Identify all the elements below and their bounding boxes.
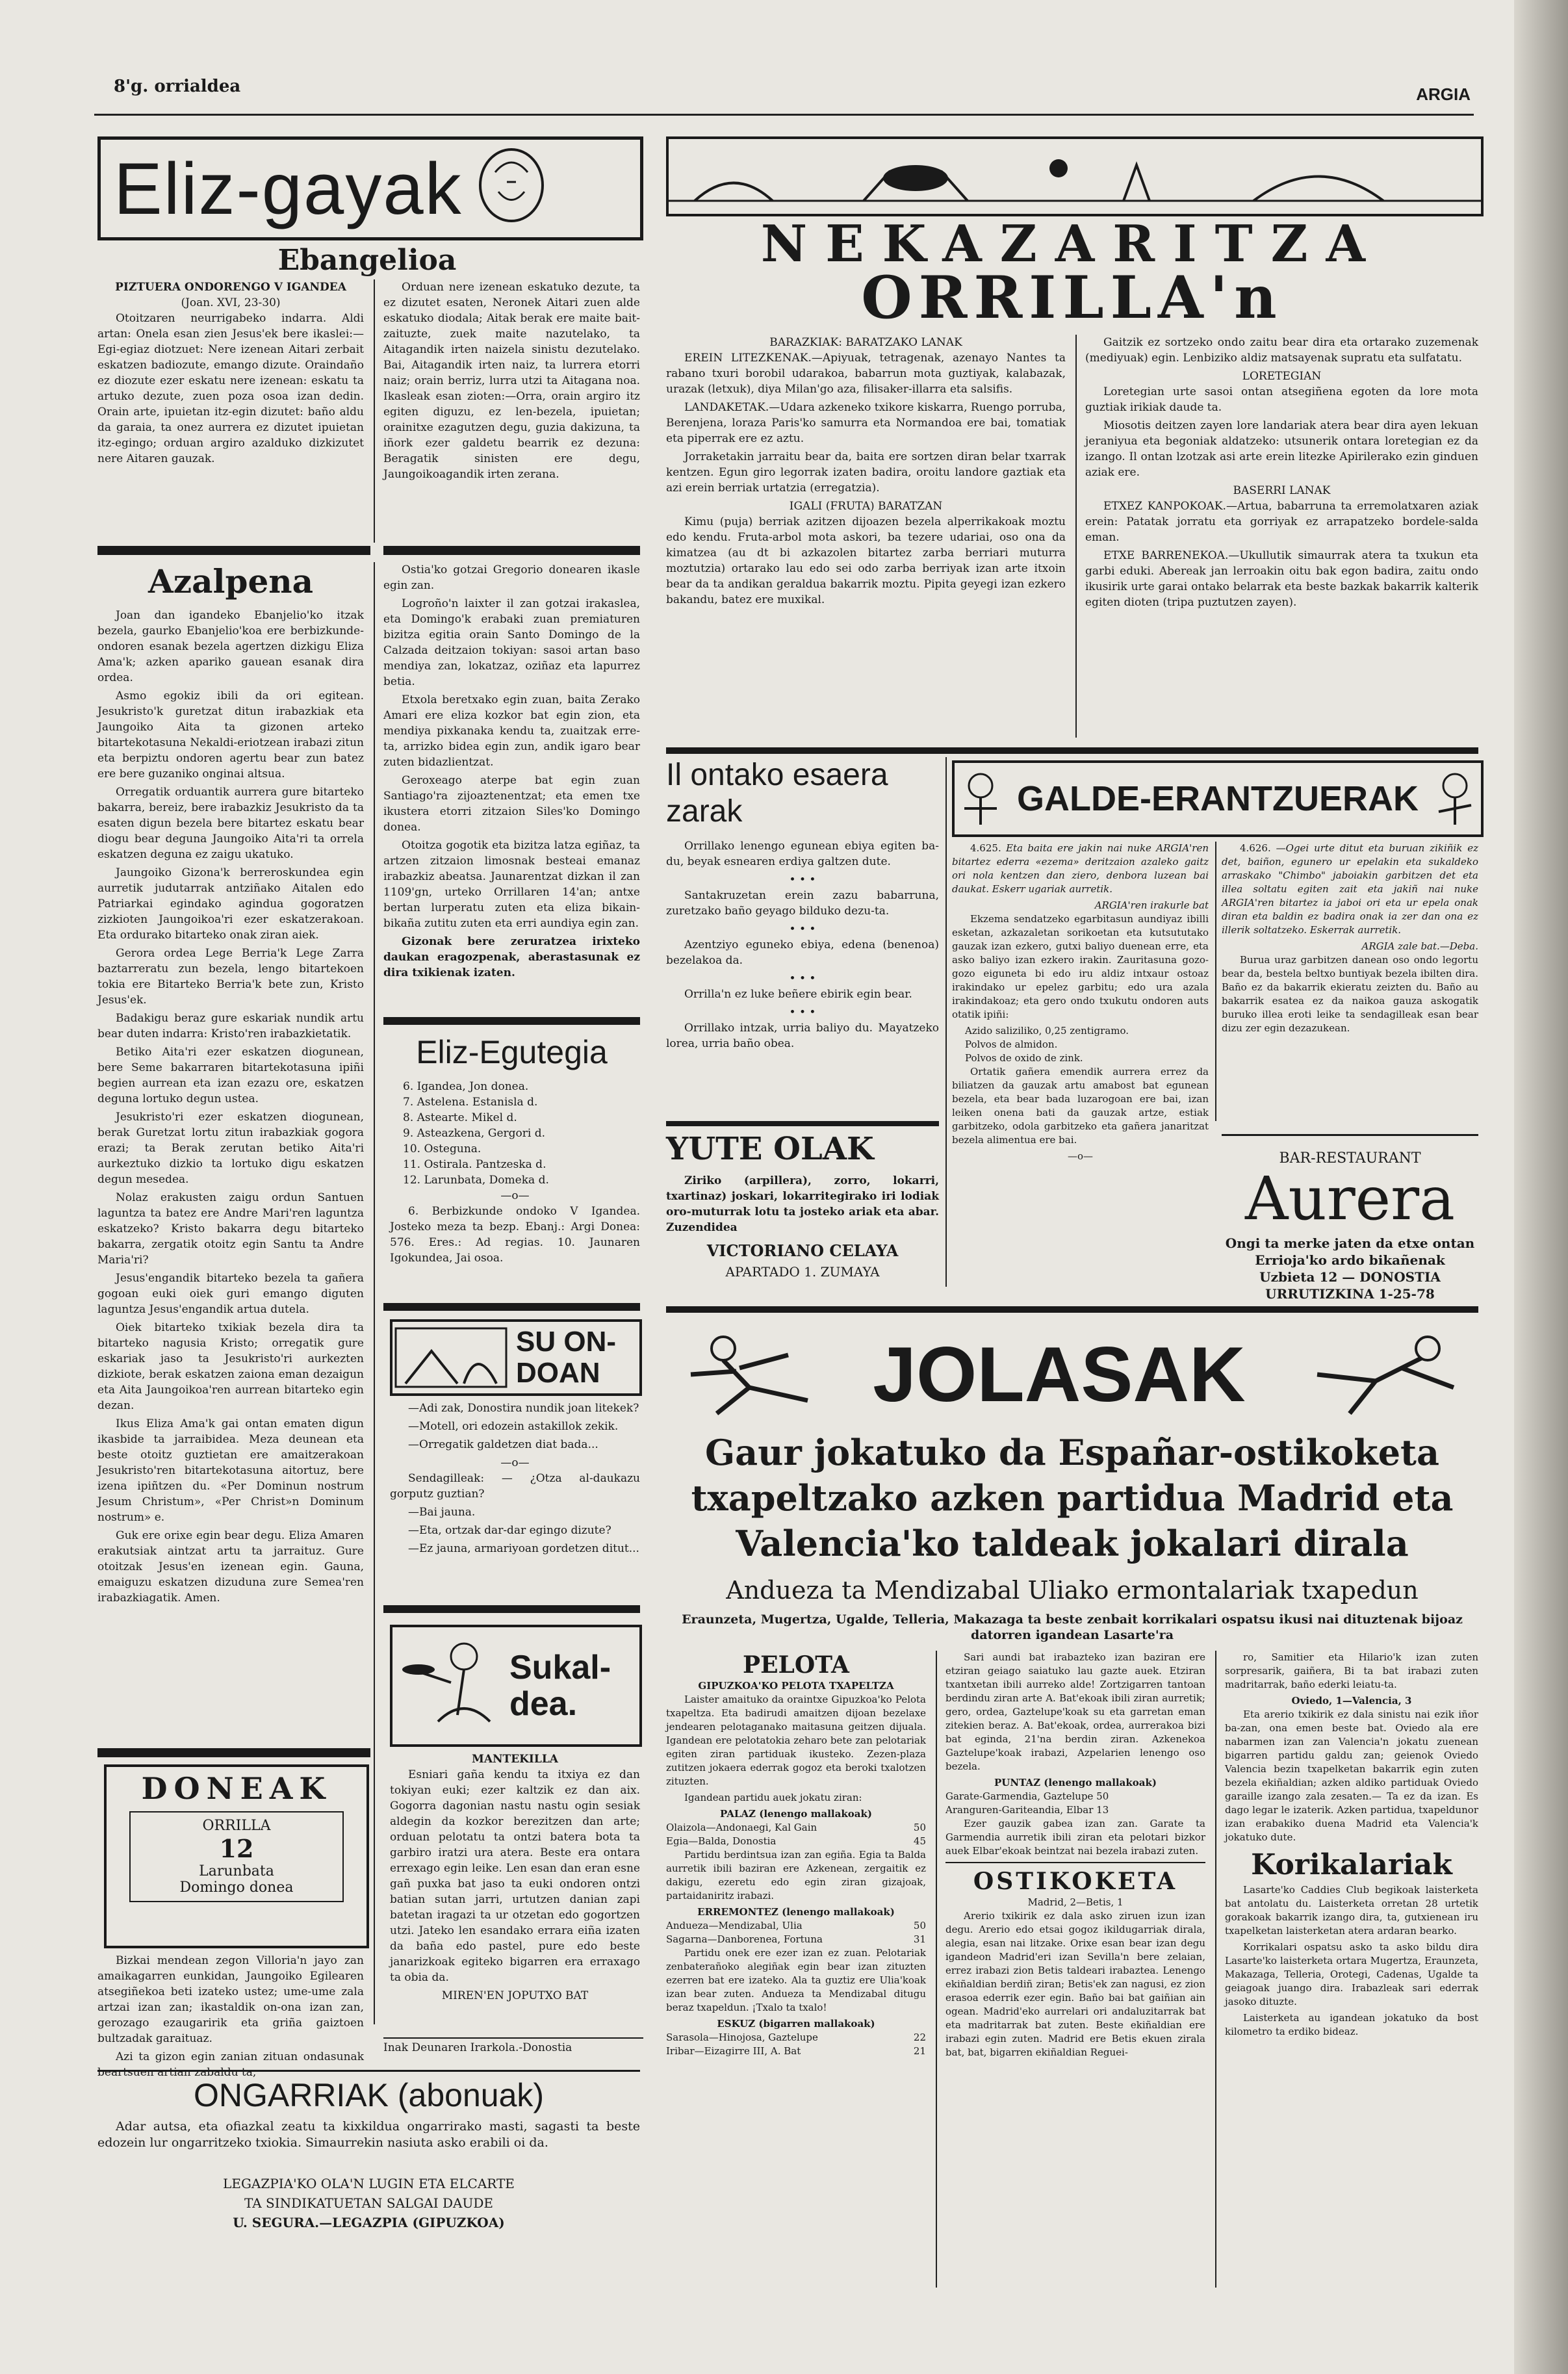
column-divider [374, 279, 375, 543]
question-signature: ARGIA'ren irakurle bat [1094, 899, 1209, 911]
azalpena-paragraph: Gerora ordea Lege Berria'k Lege Zarra baztarreratu zun bezela, lengo bitartekoen tokia ere Bitarteko Berria'k bete zun, Kristo Jesus'ek. [97, 947, 364, 1007]
divider: —o— [500, 1456, 530, 1469]
azalpena-paragraph: Asmo egokiz ibili da ori egitean. Jesukristo'k guretzat ditun irabazkiak eta Jaungoiko Aita ta gizonen arteko bitartekotasuna Nekaldi-eriotzean irabazi zitun eta berpiztu ondoren agertu bear zun batez ere bere guzaniko onginai altsua. [97, 690, 364, 781]
dialogue-line: Sendagilleak: — ¿Otza al-daukazu gorputz guztian? [390, 1472, 640, 1501]
azalpena-paragraph: Geroxeago aterpe bat egin zuan Santiago'ra zijoaztenentzat; eta emen txe ikustera etorri zitzaion Siles'ko Domingo donea. [383, 774, 640, 834]
jolasak-banner [666, 1326, 1478, 1423]
farming-paragraph: Kimu (puja) berriak azitzen dijoazen bezela alperrikakoak moztu edo kendu. Fruta-arbol mota askori, ba tezere udariai, oso ona da kimatzea (au dt bi azkazolen bitartez zarba berriari muturra moztutzia) ortarako lau edo sei odo zarba berriyak izan arte itxoin bear da ta andikan geraldua bakarrik moztu. Pipita geyegi izan ezkero bakandu, batez ere muxikal. [666, 515, 1066, 606]
section-rule [666, 1306, 1478, 1313]
page-number: 8'g. orrialdea [114, 77, 241, 96]
match-line: Aranguren-Gariteandia, Elbar 13 [945, 1804, 1109, 1816]
calendar-entry: 9. Asteazkena, Gergori d. [403, 1127, 545, 1140]
column-divider [374, 562, 375, 2024]
ingredient: Polvos de oxido de zink. [965, 1052, 1083, 1064]
sukaldea-banner [390, 1625, 642, 1747]
ongarriak-text [97, 2119, 640, 2171]
question-signature: ARGIA zale bat.—Deba. [1361, 940, 1478, 952]
column-divider [1215, 842, 1216, 1121]
divider: —o— [1067, 1150, 1094, 1162]
pelota-paragraph: Sari aundi bat irabazteko izan baziran ere etziran geiago saiatuko lau gazte auek. Etziran txantxetan ibili aurreko alde! Zortzigarren tantoan berdindu ziran arte A. Bat'ekoak ibili ziran aurretik; gero, ordea, Gaztelupe'koak su eta garretan eman zitekien beraz. A. Bat'ekoak, ordea, aurrerakoa bizi bat eginda, 21'na berdin ziran. Azkenekoa Gaztelupe'koak irabazi, Azpelarien lenengo oso bezela. [945, 1651, 1205, 1772]
calendar-entry: 6. Igandea, Jon donea. [403, 1080, 529, 1093]
su-ondoan-text [390, 1400, 640, 1595]
farming-paragraph: ETXE BARRENEKOA.—Ukullutik simaurrak atera ta txukun eta garbi eduki. Abereak jan lerroakin oitu bak egon badira, zaitu ondo ikusirik urte garai ontako belarrak eta beste bazkak bakarrik kalterik egiten dioten (tripa puztutzen zayen). [1085, 549, 1478, 609]
azalpena-paragraph: Oiek bitarteko txikiak bezela dira ta bitarteko nagusia Kristo; orregatik gure eskariak jaso ta Jesukristo'ri aurkezten dizkiote, berak eskatzen zaiona eman dezaigun eta Aita Jaungoikoa'ren aurrean bitarteko egin dezan. [97, 1321, 364, 1412]
gospel-column-1 [97, 279, 364, 543]
farming-paragraph: Miosotis deitzen zayen lore landariak atera bear dira ayen lekuan jeraniyua eta begoniak aldatzeko: utsunerik ontara loretegian ez da izango. Il ontan lzotzak asi arte erein litezke Apirilerako ezin ginduen aziak ere. [1085, 419, 1478, 479]
yute-owner-name: VICTORIANO CELAYA [706, 1241, 899, 1260]
match-line: Sarasola—Hinojosa, Gaztelupe [666, 2032, 818, 2043]
eliz-gayak-title: Eliz-gayak [114, 148, 463, 229]
calendar-note: 6. Berbizkunde ondoko V Igandea. Josteko meza ta bezp. Ebanj.: Argi Donea: 576. Eres.: Ad regias. 10. Jaunaren Igokundea, Jai osoa. [390, 1205, 640, 1265]
ostikoketa-paragraph: ro, Samitier eta Hilario'k izan zuten sorpresarik, gaiñera, Bi ta bat irabazi zuten madritarrak, baño ederki leiatu-ta. [1225, 1651, 1478, 1690]
farming-paragraph: Jorraketakin jarraitu bear da, baita ere sortzen diran belar txarrak kentzen. Egun giro legorrak izaten badira, oroitu landore gaztiak eta azi erein berriak urtatzia (erregatzia). [666, 450, 1066, 495]
nekazaritza-column-2 [1085, 335, 1478, 734]
skater-icon [1272, 1329, 1467, 1420]
pelota-paragraph: Partidu berdintsua izan zan egiña. Egia ta Balda aurretik ibili baziran ere Azkenean, zergaitik ez dakigu, ezeretu edo egin ziran gizajoak, partaidaniritz irabazi. [666, 1849, 926, 1902]
answer-text: Burua uraz garbitzen danean oso ondo legortu bear da, bestela beltxo buntiyak bezela ibilten dira. Baño ez da bakarrik ekieratu zeizten du. Baño au bakarrik esatea ez da naikoa gauza askogatik buruko illea eroti leike ta sendagilleak esan bear dizu zer egin dezazukean. [1222, 954, 1478, 1034]
match-line: Egia—Balda, Donostia [666, 1835, 777, 1847]
proverb: Orrillako lenengo egunean ebiya egiten ba-du, beyak esnearen erdiya galtzen dute. [666, 840, 939, 868]
gospel-subtitle: PIZTUERA ONDORENGO V IGANDEA [115, 281, 346, 294]
column-divider [1215, 1651, 1216, 2288]
pelota-paragraph: Igandean partidu auek jokatu ziran: [684, 1792, 862, 1803]
match-score: 45 [913, 1835, 926, 1847]
nekazaritza-column-1 [666, 335, 1066, 734]
gospel-paragraph: Otoitzaren neurrigabeko indarra. Aldi artan: Onela esan zien Jesus'ek bere ikaslei:—Egi-egiaz diotzuet: Nere izenean Aitari zerbait eskatzen badiozute, emango dizute. Oraindaño ez diozute ezer eskatu nere izenean: eskatu ta artuko dezute, zuen poza osoa izan dedin. Orain arte, ipuietan itz-egin dizutet: baño aldu da garaia, ta onez aurrera ez dizutet ipuietan itz-egingo; orduan argiro azalduko dizkizutet nere Aitaren gauzak. [97, 312, 364, 465]
calendar-entry: 12. Larunbata, Domeka d. [403, 1174, 549, 1187]
azalpena-paragraph: Gizonak bere zeruratzea irixteko daukan eragozpenak, aberastasunak ez dira txikienak izaten. [383, 935, 640, 979]
bar-line: URRUTIZKINA 1-25-78 [1265, 1286, 1435, 1302]
doneak-text [97, 1953, 364, 2079]
calendar-entry: 11. Ostirala. Pantzeska d. [403, 1158, 546, 1171]
azalpena-paragraph: Logroño'n laixter il zan gotzai irakaslea, eta Domingo'k erabaki zuan premiaturen bizitza egitia orain Santo Domingo de la Calzada deitzaion tokiyan: sasoi artan baso mendiya zan, lokatzaz, oziñaz eta lapurrez betia. [383, 597, 640, 688]
answer-text: Ekzema sendatzeko egarbitasun aundiyaz ibilli esketan, azkazaletan sorikoetan eta kutsututako gauzak izan ezkero, gutxi baliyo duenean erre, eta asko baliyo izan ezkero irakin. Zauritasuna gozo-gozo eiguneta bi edo iru aldiz intxaur ostoaz irakindako ur epelez garbitu; edo ura azala irakindakoaz; eta gero ondo txukutu ondoren auts otatik ipiñi: [952, 913, 1209, 1020]
sukaldea-title: Sukal-dea. [509, 1649, 611, 1723]
divider: —o— [500, 1189, 530, 1202]
korrikalariak-paragraph: Laisterketa au igandean jokatuko da bost kilometro ta erdiko bideaz. [1225, 2012, 1478, 2037]
saint-paragraph: Bizkai mendean zegon Villoria'n jayo zan amaikagarren eunkidan, Jaungoiko Egilearen atsegiñekoa beti izateko ustez; ume-ume zala artzai izan zan; ikastaldik on-ona izan zan, gerozago ezaugaririk eta griña gaiztoen bultzadak garaituaz. [97, 1954, 364, 2045]
dialogue-line: —Eta, ortzak dar-dar egingo dizute? [408, 1524, 611, 1537]
ebangelioa-heading: Ebangelioa [277, 244, 457, 277]
jolasak-subhead-2: Eraunzeta, Mugertza, Ugalde, Telleria, Makazaga ta beste zenbait korrikalari ospatsu ikusi nai dituztenak bijoaz datorren igandean Lasarte'ra [682, 1612, 1463, 1642]
printer-credit: Inak Deunaren Irarkola.-Donostia [383, 2037, 643, 2054]
match-category: PUNTAZ (lenengo mallakoak) [994, 1777, 1157, 1788]
section-rule [666, 1121, 939, 1126]
match-line: Oviedo, 1—Valencia, 3 [1291, 1695, 1412, 1707]
pelota-subtitle: GIPUZKOA'KO PELOTA TXAPELTZA [698, 1680, 894, 1692]
doneak-box [104, 1764, 369, 1948]
eliz-gayak-banner [97, 136, 643, 240]
bar-name: Aurera [1245, 1164, 1455, 1233]
ad-line: TA SINDIKATUETAN SALGAI DAUDE [244, 2195, 493, 2211]
section-rule [97, 1748, 370, 1757]
jolasak-subhead: Andueza ta Mendizabal Uliako ermontalariak txapedun [726, 1576, 1419, 1605]
date-weekday: Larunbata [199, 1863, 274, 1879]
section-rule [97, 546, 370, 555]
publication-name: ARGIA [1416, 84, 1471, 104]
azalpena-paragraph: Jaungoiko Gizona'k berreroskundea egin aurretik judutarrak antziñako Aitalen edo Patriarkai egindako agindua gogoratzen zizkioten Jaungoikoa'ri ezer eskatzerakoan. Eta ordurako bitarteko onak ziran aiek. [97, 866, 364, 942]
gospel-column-2 [383, 279, 640, 543]
proverb: Santakruzetan erein zazu babarruna, zuretzako baño geyago bilduko dezu-ta. [666, 889, 939, 918]
ad-text: Ziriko (arpillera), zorro, lokarri, txartinaz) joskari, lokarritegirako iri lodiak oro-muturrak lotu ta josteko ariak eta abar. Zuzendidea [666, 1174, 939, 1234]
match-category: ERREMONTEZ (lenengo mallakoak) [697, 1906, 895, 1918]
section-rule [383, 546, 640, 555]
farming-paragraph: LANDAKETAK.—Udara azkeneko txikore kiskarra, Ruengo porruba, Berenjena, loraza Paris'ko samurra eta Normandoa ere bai, tomatiak eta piperrak ere ez aztu. [666, 401, 1066, 445]
farming-paragraph: ETXEZ KANPOKOAK.—Artua, babarruna ta erremolatxaren aziak erein: Patatak jorratu eta gorriyak ez arrapatzeko bordele-salda eman. [1085, 500, 1478, 544]
farming-paragraph: Loretegian urte sasoi ontan atsegiñena egoten da lore mota guztiak irikiak daude ta. [1085, 385, 1478, 414]
column-divider [936, 1651, 937, 2288]
gospel-paragraph: Orduan nere izenean eskatuko dezute, ta ez dizutet esaten, Neronek Aitari zuen alde eskatuko diodala; Aitak berak ere maite bait-zaituzte, zuek maite nazutelako, ta Aitagandik irten naizela sinistu dezutelako. Bai, Aitagandik irten naiz, ta lurrera etorri naiz; orain berriz, lurra utzi ta Aitagana noa. Ikasleak esan zioten:—Orra, orain argiro itz egiten diguzu, ez len-bezela, ipuietan; orainitxe ezagutzen degu, guzia dakizuna, ta iñork ezer galdetu bearrik ez dezuna: Beragatik sinisten ere degu, Jaungoikoagandik irten zerana. [383, 281, 640, 481]
galde-erantzuerak-banner [952, 760, 1484, 837]
date-day: 12 [219, 1834, 254, 1863]
ongarriak-footer [97, 2174, 640, 2232]
ongarriak-title: ONGARRIAK (abonuak) [193, 2077, 545, 2113]
praying-figure-icon [469, 146, 554, 231]
bar-line: Ongi ta merke jaten da etxe ontan [1225, 1235, 1475, 1251]
galde-column-2 [1222, 842, 1478, 1121]
azalpena-paragraph: Etxola beretxako egin zuan, baita Zerako Amari ere eliza kozkor bat egin zion, eta mendiya pixkanaka kendu ta, zuaitzak erre-ta, arrizko bidea egin zun, andik igaro bear zuten bidazlientzat. [383, 693, 640, 769]
azalpena-paragraph: Betiko Aita'ri ezer eskatzen diogunean, bere Seme bakarraren bitartekotasuna ipiñi begien aurrean eta izan ezazu ore, eskatzen deguna lortuko degun ustea. [97, 1046, 364, 1105]
section-rule [383, 1605, 640, 1613]
esaera-zarak-list: Orrillako lenengo egunean ebiya egiten ba-du, beyak esnearen erdiya galtzen dute. • • • Santakruzetan erein zazu babarruna, zuretzako baño geyago bilduko dezu-ta. • • • Azentziyo eguneko ebiya, edena (benenoa) bezelakoa da. • • • Orrilla'n ez luke beñere ebirik egin bear. • • • Orrillako intzak, urria baliyo du. Mayatzeko lorea, urria baño obea. [666, 840, 939, 1050]
question-text: Eta baita ere jakin nai nuke ARGIA'ren bitartez ederra «ezema» deritzaion azaleko gaitz ori nola kentzen dan ziero, denbora luzean bai daukat. Eskerr ugariak aurretik. [952, 842, 1209, 895]
azalpena-paragraph: Guk ere orixe egin bear degu. Eliza Amaren erakutsiak aintzat artu ta jarraituz. Gure otoitzak Jesus'en izenean egin. Gauna, emaiguzu eskatzen dizuduna zure Semea'ren irabazkiagatik. Amen. [97, 1529, 364, 1605]
eliz-egutegia-list [390, 1079, 640, 1300]
column-divider [1075, 335, 1077, 738]
pelota-column-2 [945, 1651, 1205, 2288]
dialogue-line: —Motell, ori edozein astakillok zekik. [408, 1420, 619, 1433]
azalpena-paragraph: Jesus'engandik bitarteko bezela ta gañera gogoan euki oiek guri emango diguten laguntza Jesus'engandik artua dutela. [97, 1272, 364, 1316]
match-line: Andueza—Mendizabal, Ulia [666, 1920, 803, 1931]
section-rule [1222, 1134, 1478, 1136]
esaera-zarak-title: Il ontako esaera zarak [666, 758, 888, 829]
azalpena-column-2 [383, 562, 640, 1007]
question-text: —Ogei urte ditut eta buruan zikiñik ez det, baiñon, egunero ur epelakin eta sukaldeko arraskako "Chimbo" jaboiakin garbitzen det eta illea soltatu egiten zait eta jakiñ nai nuke ARGIA'ren bitartez ia jaboi ori eta ur epela onak diran eta baldin ez badira onak ia zer dan ona ez illerik soltatzeko. Eskerrak aurretik. [1222, 842, 1478, 936]
match-score: 22 [913, 2032, 926, 2043]
farming-paragraph: Gaitzik ez sortzeko ondo zaitu bear dira eta ortarako zuzemenak (mediyuak) egin. Lenbiziko aldiz matsayenak supratu eta sulfatatu. [1085, 336, 1478, 365]
korrikalariak-title: Korikalariak [1251, 1848, 1452, 1881]
runner-icon [678, 1329, 847, 1420]
reader-icon [1429, 766, 1481, 831]
cook-icon [392, 1631, 509, 1741]
ad-line: U. SEGURA.—LEGAZPIA (GIPUZKOA) [233, 2215, 505, 2230]
proverb: Orrilla'n ez luke beñere ebirik egin bear. [684, 988, 912, 1001]
date-saint: Domingo donea [179, 1879, 294, 1896]
recipe-heading: MANTEKILLA [472, 1753, 558, 1766]
farm-landscape-icon [669, 139, 1481, 211]
proverb: Orrillako intzak, urria baliyo du. Mayatzeko lorea, urria baño obea. [666, 1022, 939, 1050]
dialogue-line: —Ez jauna, armariyoan gordetzen ditut... [408, 1542, 639, 1555]
azalpena-paragraph: Joan dan igandeko Ebanjelio'ko itzak bezela, gaurko Ebanjelio'koa ere berbizkunde-ondoren esanak bezela agertzen dizkigu Eliza Ama'k; azken apariko gauean esanak dira ordea. [97, 609, 364, 684]
match-line: Olaizola—Andonaegi, Kal Gain [666, 1822, 817, 1833]
sukaldea-text [390, 1751, 640, 2037]
top-rule [94, 114, 1474, 116]
eliz-egutegia-heading: Eliz-Egutegia [416, 1034, 608, 1070]
galde-column-1 [952, 842, 1209, 1290]
match-score: 31 [913, 1933, 926, 1945]
su-ondoan-title: SU ON-DOAN [516, 1326, 616, 1389]
date-card [129, 1811, 344, 1902]
nekazaritza-banner-illustration [666, 136, 1484, 216]
azalpena-paragraph: Badakigu beraz gure eskariak nundik artu bear duten indarra: Kristo'ren irabazkietatik. [97, 1012, 364, 1040]
yute-olak-title: YUTE OLAK [666, 1131, 874, 1167]
azalpena-column-1 [97, 608, 364, 1738]
yute-olak-text [666, 1173, 939, 1238]
bar-line: Errioja'ko ardo bikañenak [1255, 1252, 1445, 1268]
match-score: 21 [913, 2045, 926, 2057]
bar-label: BAR-RESTAURANT [1279, 1150, 1421, 1167]
subsection-heading: BASERRI LANAK [1233, 484, 1331, 497]
bar-line: Uzbieta 12 — DONOSTIA [1259, 1269, 1441, 1285]
azalpena-paragraph: Ikus Eliza Ama'k gai ontan ematen digun ikasbide ta jarraibidea. Meza deunean eta beste otoitz guztietan ere amaitzerakoan Jesukristo'ren bitartekotasuna aitortuz, bere izena ipiñtzen du. «Per Dominun nostrum Jesum Christum», «Per Christ»n Dominum nostrum» e. [97, 1417, 364, 1524]
dialogue-line: —Orregatik galdetzen diat bada... [408, 1438, 598, 1451]
section-rule [666, 747, 1478, 754]
match-score: 50 [913, 1822, 926, 1833]
match-line: Sagarna—Danborenea, Fortuna [666, 1933, 823, 1945]
calendar-entry: 10. Osteguna. [403, 1142, 482, 1155]
bar-details [1222, 1235, 1478, 1302]
azalpena-paragraph: Jesukristo'ri ezer eskatzen diogunean, berak Guretzat lortu zitun irabazkiak gogora erazi; ta Berak zerutan betiko Aita'ri aurkeztuko dizkio ta lortuko digu eskatzen degun mesedea. [97, 1111, 364, 1186]
gospel-reference: (Joan. XVI, 23-30) [181, 296, 281, 309]
subsection-heading: IGALI (FRUTA) BARATZAN [789, 500, 943, 513]
match-line: Garate-Garmendia, Gaztelupe 50 [945, 1790, 1109, 1802]
doneak-title: DONEAK [141, 1771, 332, 1806]
korrikalariak-paragraph: Lasarte'ko Caddies Club begikoak laisterketa bat antolatu du. Laisterketa orretan 28 urtetik gorakoak bakarrik izango dira, ta, gutxienean iru txapelketan laisterketan atera ardaran bearko. [1225, 1884, 1478, 1937]
ad-text: Adar autsa, eta ofiazkal zeatu ta kixkildua ongarrirako masti, sagasti ta beste edozein lur ongarritzeko txiokia. Simaurrekin nasiuta asko erabili oi da. [97, 2119, 640, 2150]
ad-line: LEGAZPIA'KO OLA'N LUGIN ETA ELCARTE [223, 2176, 515, 2191]
pelota-paragraph: Partidu onek ere ezer izan ez zuan. Pelotariak zenbaterañoko alegiñak egin bear izan zituzten ezerren bat ere izateko. Ala ta guztiz ere Ulia'koak izan bear zuten. Andueza ta Mendizabal ditugu beraz txapeldun. ¡Txalo ta txalo! [666, 1947, 926, 2013]
recipe-text: Esniari gaña kendu ta itxiya ez dan tokiyan euki; ezer kaltzik ez dan aix. Gogorra dagonian nastu nastu ogin sesiak aldegin da kozkor berezitzen dan arte; orduan pelotatu ta ontzi batera bota ta garbiro iratzi ura atera. Beste era ontara errexago egin leike. Len esan dan eran esne gañ puxka bat jaso ta euki ondoren ontzi batian sutan jarri, urtutzen danian zapi batetan iragazi ta ur otzetan edo gogortzen utzi. Jateko len esandako errara eiña izaten da baña edo pastel, pure edo beste janarizkoak egiteko bigarren era erraxago ta obia da. [390, 1768, 640, 1984]
galde-erantzuerak-title: GALDE-ERANTZUERAK [1017, 779, 1419, 818]
answer-text: Ortatik gañera emendik aurrera errez da biliatzen da gauzak artu amabost bat egunean bezela, eta bear bada luzarogoan ere bai, izan leiken onena bati da gauzak artze, estiak garbitzeko, odola garbitzeko eta gañera janaritzat bezela alimentua ere bai. [952, 1066, 1209, 1146]
section-rule [383, 1017, 640, 1025]
azalpena-paragraph: Otoitza gogotik eta bizitza latza egiñaz, ta artzen zitzaion limosnak besteai emanaz irabazkiz abeatsa. Jaunarentzat dizkan il zan 1109'gn, urteko Orrillaren 14'an; antxe bertan lurperatu zuten eta eliza bikain-bikaña zutitu zuten eta erri aundiya egin zan. [383, 839, 640, 930]
saint-paragraph: Azi ta gizon egin zanian zituan ondasunak beartsuen artian zabaldu ta, [97, 2050, 364, 2079]
ostikoketa-paragraph: Eta arerio txikirik ez dala sinistu nai ezik iñor ba-zan, ona emen beste bat. Oviedo ala ere nabarmen izan zan Valencia'n jokatu zuenean bigarren partidu galdu zan; geienok Oviedo Valencia bezin txapelketan bakarrik egin zuten bezela ekiñaldian; azken aldiko partiduak Oviedo garaille izango zala zesaten.— Ta ez da izan. Es dago legar le izaterik. Azken partidua, txapeldunor izan erabakiko duena Madrid eta Valencia'k jokatuko dute. [1225, 1709, 1478, 1843]
date-month: ORRILLA [202, 1818, 271, 1834]
question-number: 4.625. [970, 842, 1001, 854]
fireplace-icon [392, 1325, 509, 1390]
ostikoketa-title: OSTIKOKETA [973, 1868, 1178, 1895]
calendar-entry: 8. Astearte. Mikel d. [403, 1111, 517, 1124]
nekazaritza-subtitle: ORRILLA'n [861, 263, 1283, 332]
calendar-entry: 7. Astelena. Estanisla d. [403, 1096, 538, 1109]
match-line: Iribar—Eizagirre III, A. Bat [666, 2045, 801, 2057]
column-divider [945, 757, 947, 1287]
jolasak-headline: Gaur jokatuko da Españar-ostikoketa txapeltzako azken partidua Madrid eta Valencia'ko taldeak jokalari dirala [691, 1432, 1454, 1564]
farming-paragraph: EREIN LITEZKENAK.—Apiyuak, tetragenak, azenayo Nantes ta rabano txuri borobil udarakoa, babarrun mota guztiyak, kalabazak, urazak (letxuk), diya Milan'go aza, filisaker-illarra eta salsifis. [666, 352, 1066, 396]
section-rule [97, 2070, 640, 2072]
nekazaritza-title: NEKAZARITZA [760, 214, 1384, 274]
recipe-signature: MIREN'EN JOPUTXO BAT [441, 1989, 589, 2002]
section-rule [383, 1303, 640, 1311]
dialogue-line: —Adi zak, Donostira nundik joan litekek? [408, 1402, 639, 1415]
match-category: ESKUZ (bigarren mallakoak) [717, 2018, 875, 2030]
writer-icon [955, 766, 1007, 831]
azalpena-paragraph: Ostia'ko gotzai Gregorio donearen ikasle egin zan. [383, 563, 640, 592]
yute-address: APARTADO 1. ZUMAYA [725, 1264, 880, 1280]
pelota-paragraph: Ezer gauzik gabea izan zan. Garate ta Garmendia aurretik ibili ziran eta pelotari bizkor auek Elbar'ekoak beintzat nai bezela irabazi zuten. [945, 1818, 1205, 1857]
match-line: Madrid, 2—Betis, 1 [1027, 1896, 1124, 1908]
pelota-column-3 [1225, 1651, 1478, 2288]
question-number: 4.626. [1240, 842, 1271, 854]
azalpena-paragraph: Orregatik orduantik aurrera gure bitarteko bakarra, bereiz, bere irabazkiz Jesukristo da ta esaten digun bezela bere bitartez eskatu bear diogu bear deguna Jaungoiko Aita'ri ta orrela eskatzen deguna ez zaigu ukatuko. [97, 786, 364, 861]
azalpena-paragraph: Nolaz erakusten zaigu ordun Santuen laguntza ta batez ere Andre Mari'ren laguntza eskatzeko? Kristo bakarra degu bitarteko bakarra, zergatik otoitz egin Santu ta Andre Maria'ri? [97, 1191, 364, 1267]
subsection-heading: LORETEGIAN [1242, 370, 1322, 383]
ingredient: Azido saliziliko, 0,25 zentigramo. [965, 1025, 1129, 1037]
ingredient: Polvos de almidon. [965, 1039, 1058, 1050]
azalpena-heading: Azalpena [148, 562, 314, 600]
ostikoketa-paragraph: Arerio txikirik ez dala asko ziruen izun izan degu. Arerio edo etsai gogoz ikildugarriak dirala, alegia, esan nai litzake. Orixe esan bear izan degu igandeon Madrid'eri izan Sevilla'n bere zelaian, errez irabazi zion Betis taldeari irabaztea. Lenengo ekiñaldian berdiñ ziran; Betis'ek zan nagusi, ez zion erasoa ederrik ezer egin. Baño bai bat gaiñian ain ogean. Madrid'eko aurrelari ori andaluzitarrak bat eta madritarrak bat zuten. Beste ekiñaldian ere irabazi egin zuten. Madrid ere Betis ekuen zirala bat, bat, bigarren ekiñaldian Reguei- [945, 1910, 1205, 2058]
match-category: PALAZ (lenengo mallakoak) [720, 1808, 872, 1820]
dialogue-line: —Bai jauna. [408, 1506, 476, 1519]
su-ondoan-banner [390, 1319, 642, 1396]
subsection-heading: BARAZKIAK: BARATZAKO LANAK [769, 336, 962, 349]
pelota-column [666, 1651, 926, 2288]
pelota-title: PELOTA [743, 1651, 849, 1679]
jolasak-title: JOLASAK [873, 1331, 1246, 1418]
match-score: 50 [913, 1920, 926, 1931]
korrikalariak-paragraph: Korrikalari ospatsu asko ta asko bildu dira Lasarte'ko laisterketa ortara Mugertza, Eraunzeta, Makazaga, Telleria, Orotegi, Cadenas, Ugalde ta geiagoak juango dira. Irabazleak sari ederrak jasoko dituzte. [1225, 1941, 1478, 2007]
page-edge [1514, 0, 1568, 2374]
pelota-paragraph: Laister amaituko da oraintxe Gipuzkoa'ko Pelota txapeltza. Eta badirudi amaitzen dijoan bezelaxe jendearen pelotaganako maitasuna geitzen dijuala. Igandean ere pelotatokia zeharo bete zan pelotariak egiten ziran partiduak ikusteko. Zezen-plaza zutitzen jokaera ederrak gogoz eta beroki txalotzen zituzten. [666, 1694, 926, 1787]
proverb: Azentziyo eguneko ebiya, edena (benenoa) bezelakoa da. [666, 938, 939, 967]
